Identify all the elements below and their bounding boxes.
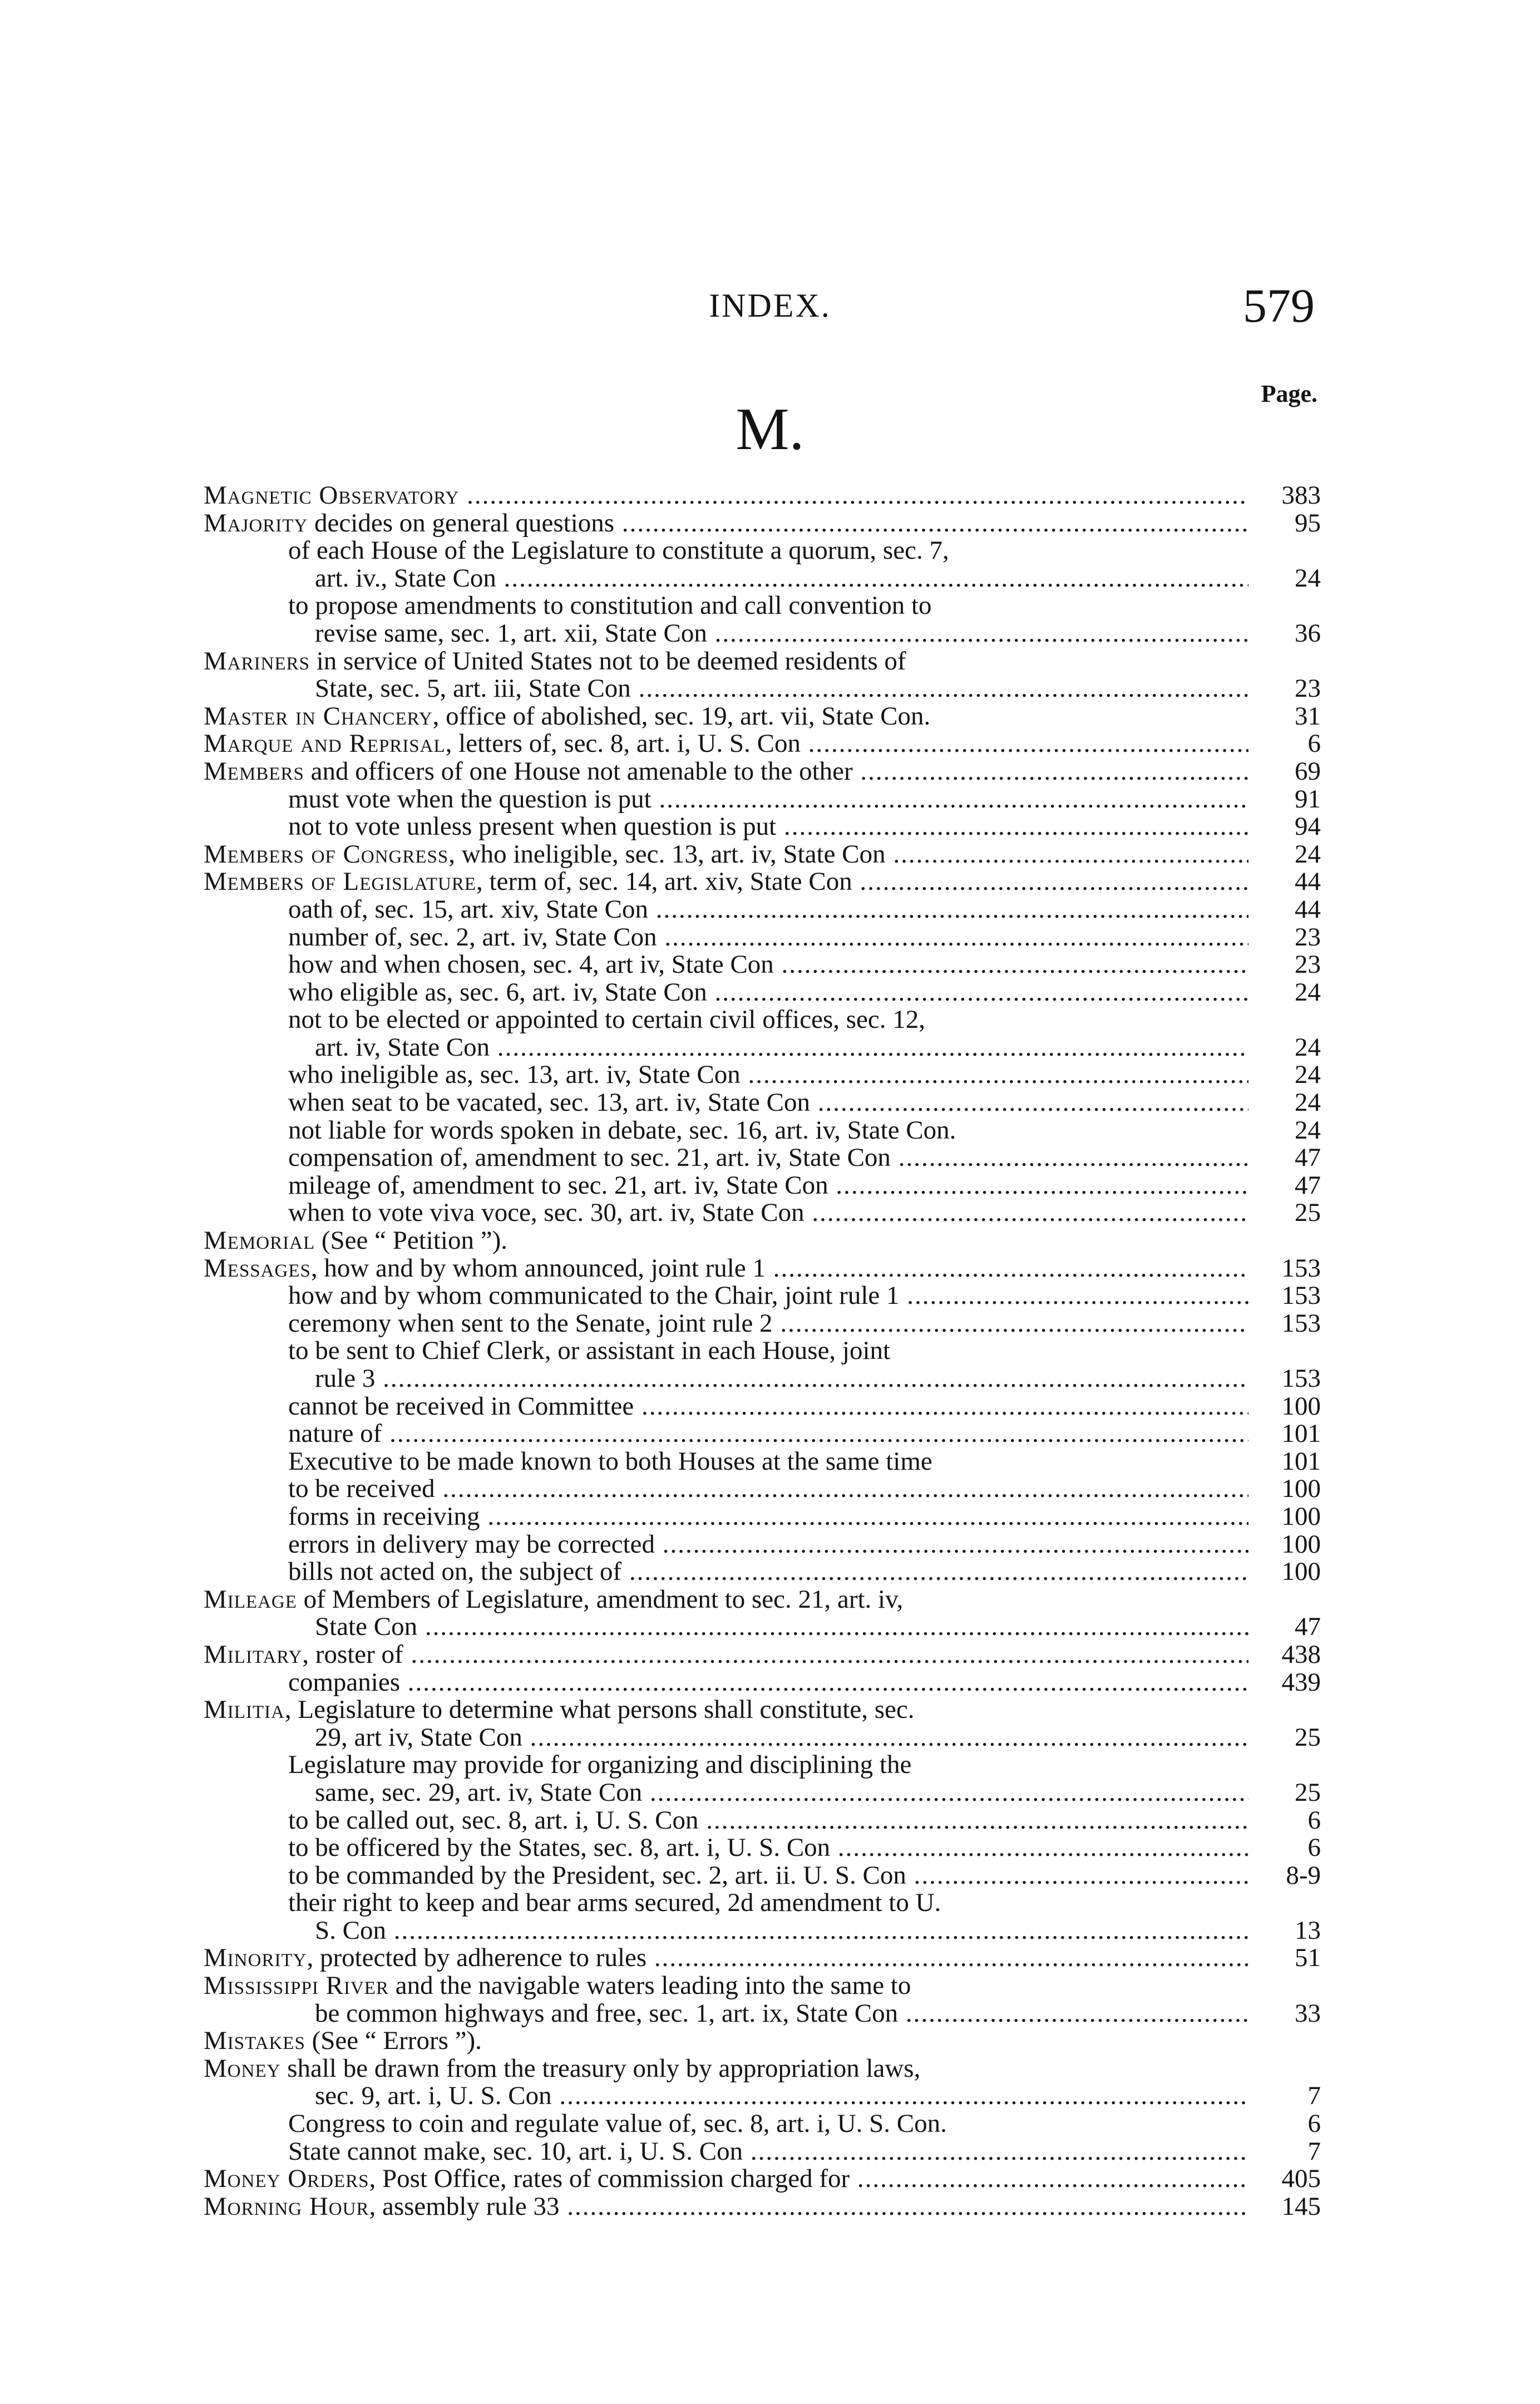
entry-description: sec. 9, art. i, U. S. Con [315, 2082, 552, 2111]
entry-description: to be officered by the States, sec. 8, art. i, U. S. Con [288, 1834, 831, 1862]
entry-text [288, 1337, 1248, 1365]
index-subentry [204, 786, 1321, 814]
entry-text [204, 1227, 1248, 1255]
entry-page-number: 44 [1295, 894, 1321, 924]
entry-text [204, 482, 1248, 510]
index-entry [204, 482, 1321, 510]
index-entry [204, 2165, 1321, 2193]
entry-description: who ineligible as, sec. 13, art. iv, State Con [288, 1061, 741, 1090]
entry-page-number: 100 [1281, 1529, 1321, 1559]
entry-page-number: 101 [1281, 1446, 1321, 1476]
entry-page-number: 31 [1295, 701, 1321, 731]
index-subentry [204, 2138, 1321, 2166]
entry-text [288, 1061, 1248, 1089]
entry-text [315, 1034, 1248, 1062]
entry-description: bills not acted on, the subject of [288, 1558, 622, 1586]
entry-description: , office of abolished, sec. 19, art. vii, State Con. [432, 702, 931, 731]
entry-description: oath of, sec. 15, art. xiv, State Con [288, 895, 648, 924]
entry-text [204, 730, 1248, 758]
index-subentry [204, 1751, 1321, 1779]
entry-description: how and by whom communicated to the Chair, joint rule 1 [288, 1282, 900, 1310]
entry-description: to be commanded by the President, sec. 2, art. ii. U. S. Con [288, 1861, 906, 1890]
index-subentry [204, 675, 1321, 703]
entry-page-number: 44 [1295, 867, 1321, 896]
entry-page-number: 47 [1295, 1612, 1321, 1642]
entry-description: State cannot make, sec. 10, art. i, U. S. Con [288, 2137, 743, 2166]
entry-page-number: 153 [1281, 1308, 1321, 1338]
entry-page-number: 100 [1281, 1474, 1321, 1504]
entry-page-number: 94 [1295, 812, 1321, 841]
index-entries [204, 482, 1321, 2220]
entry-text [288, 1310, 1248, 1338]
entry-description: when seat to be vacated, sec. 13, art. iv, State Con [288, 1089, 810, 1117]
index-subentry [204, 1669, 1321, 1697]
entry-description: companies [288, 1668, 400, 1697]
entry-text [315, 565, 1248, 593]
entry-text [288, 1420, 1248, 1448]
entry-description: , how and by whom announced, joint rule 1 [310, 1254, 766, 1283]
entry-description: (See “ Errors ”). [305, 2027, 482, 2055]
entry-text [204, 1972, 1248, 2000]
index-entry [204, 730, 1321, 758]
entry-description: art. iv, State Con [315, 1033, 490, 1062]
entry-heading: Master in Chancery [204, 702, 433, 731]
index-subentry [204, 1531, 1321, 1559]
entry-description: how and when chosen, sec. 4, art iv, State Con [288, 951, 774, 979]
entry-description: their right to keep and bear arms secured, 2d amendment to U. [288, 1889, 941, 1917]
index-subentry [204, 1006, 1321, 1034]
entry-text [288, 1117, 1248, 1145]
index-entry [204, 1944, 1321, 1972]
entry-heading: Military [204, 1641, 303, 1669]
entry-description: of Members of Legislature, amendment to sec. 21, art. iv, [297, 1585, 904, 1614]
entry-text [204, 1944, 1248, 1972]
entry-page-number: 24 [1295, 1032, 1321, 1062]
entry-description: ceremony when sent to the Senate, joint rule 2 [288, 1309, 773, 1338]
entry-heading: Messages [204, 1254, 311, 1283]
entry-page-number: 24 [1295, 1060, 1321, 1090]
entry-text [204, 1586, 1248, 1614]
index-subentry [204, 620, 1321, 648]
entry-text [288, 1669, 1248, 1697]
index-entry [204, 1696, 1321, 1724]
entry-description: , term of, sec. 14, art. xiv, State Con [476, 868, 852, 896]
index-subentry [204, 1117, 1321, 1145]
entry-text [288, 979, 1248, 1007]
index-subentry [204, 951, 1321, 979]
entry-text [204, 2165, 1248, 2193]
index-entry [204, 1641, 1321, 1669]
entry-heading: Mileage [204, 1585, 297, 1614]
entry-description: mileage of, amendment to sec. 21, art. iv, State Con [288, 1171, 828, 1200]
entry-description: State, sec. 5, art. iii, State Con [315, 675, 631, 703]
index-subentry [204, 592, 1321, 620]
entry-description: rule 3 [315, 1365, 376, 1393]
entry-heading: Minority [204, 1944, 307, 1973]
entry-text [315, 620, 1248, 648]
section-letter: M. [736, 396, 804, 462]
entry-text [204, 648, 1248, 676]
entry-page-number: 7 [1307, 2081, 1321, 2111]
entry-page-number: 36 [1295, 618, 1321, 648]
entry-heading: Money [204, 2055, 281, 2083]
index-subentry [204, 1917, 1321, 1945]
entry-page-number: 6 [1307, 2109, 1321, 2139]
index-entry [204, 1227, 1321, 1255]
index-subentry [204, 924, 1321, 952]
index-subentry [204, 565, 1321, 593]
entry-description: Legislature may provide for organizing and disciplining the [288, 1751, 912, 1779]
entry-text [204, 868, 1248, 896]
entry-page-number: 33 [1295, 1998, 1321, 2028]
index-subentry [204, 2082, 1321, 2110]
index-subentry [204, 1889, 1321, 1917]
entry-page-number: 47 [1295, 1143, 1321, 1173]
index-subentry [204, 2000, 1321, 2028]
index-entry [204, 1255, 1321, 1283]
index-subentry [204, 1779, 1321, 1807]
index-entry [204, 510, 1321, 538]
entry-page-number: 6 [1307, 1833, 1321, 1863]
index-subentry [204, 1448, 1321, 1476]
index-entry [204, 1972, 1321, 2000]
entry-page-number: 13 [1295, 1915, 1321, 1945]
entry-text [288, 813, 1248, 841]
entry-page-number: 23 [1295, 674, 1321, 703]
entry-text [288, 786, 1248, 814]
entry-page-number: 6 [1307, 1805, 1321, 1835]
index-subentry [204, 896, 1321, 924]
entry-text [288, 1172, 1248, 1200]
entry-description: to be received [288, 1475, 435, 1503]
index-subentry [204, 1199, 1321, 1227]
index-subentry [204, 1475, 1321, 1503]
entry-text [288, 1889, 1248, 1917]
entry-text [288, 1503, 1248, 1531]
entry-heading: Morning Hour [204, 2193, 369, 2221]
index-subentry [204, 1420, 1321, 1448]
index-subentry [204, 1337, 1321, 1365]
entry-description: Congress to coin and regulate value of, sec. 8, art. i, U. S. Con. [288, 2110, 947, 2138]
entry-text [204, 2027, 1248, 2055]
entry-description: in service of United States not to be deemed residents of [309, 647, 906, 676]
entry-page-number: 439 [1281, 1667, 1321, 1697]
entry-page-number: 25 [1295, 1722, 1321, 1752]
entry-page-number: 153 [1281, 1364, 1321, 1393]
entry-text [315, 1365, 1248, 1393]
entry-description: same, sec. 29, art. iv, State Con [315, 1779, 643, 1807]
entry-text [288, 924, 1248, 952]
entry-heading: Members of Congress [204, 840, 449, 869]
entry-description: Executive to be made known to both Houses at the same time [288, 1447, 932, 1476]
entry-text [288, 1807, 1248, 1835]
entry-heading: Money Orders [204, 2165, 369, 2193]
entry-description: cannot be received in Committee [288, 1392, 634, 1421]
entry-heading: Members of Legislature [204, 868, 477, 896]
entry-text [288, 1448, 1248, 1476]
entry-text [288, 2138, 1248, 2166]
entry-description: , protected by adherence to rules [307, 1944, 647, 1973]
entry-description: art. iv., State Con [315, 564, 496, 593]
entry-page-number: 383 [1281, 481, 1321, 510]
entry-page-number: 6 [1307, 729, 1321, 758]
entry-page-number: 51 [1295, 1943, 1321, 1973]
entry-page-number: 24 [1295, 839, 1321, 869]
entry-text [288, 1862, 1248, 1890]
index-subentry [204, 813, 1321, 841]
entry-description: who eligible as, sec. 6, art. iv, State Con [288, 978, 707, 1007]
entry-page-number: 25 [1295, 1777, 1321, 1807]
entry-text [204, 2055, 1248, 2083]
entry-description: and officers of one House not amenable to the other [304, 757, 853, 786]
entry-description: number of, sec. 2, art. iv, State Con [288, 923, 657, 952]
index-entry [204, 2027, 1321, 2055]
entry-page-number: 145 [1281, 2191, 1321, 2221]
entry-description: must vote when the question is put [288, 785, 651, 814]
entry-page-number: 153 [1281, 1253, 1321, 1283]
index-subentry [204, 1172, 1321, 1200]
entry-description: not to vote unless present when question is put [288, 813, 777, 841]
entry-text [288, 896, 1248, 924]
index-subentry [204, 1862, 1321, 1890]
entry-description: forms in receiving [288, 1502, 480, 1531]
entry-text [288, 1751, 1248, 1779]
entry-description: to be called out, sec. 8, art. i, U. S. Con [288, 1806, 699, 1835]
entry-description: shall be drawn from the treasury only by appropriation laws, [280, 2055, 921, 2083]
entry-heading: Mariners [204, 647, 310, 676]
entry-description: to propose amendments to constitution and call convention to [288, 592, 932, 620]
running-title: INDEX. [709, 287, 831, 324]
entry-description: , who ineligible, sec. 13, art. iv, State Con [448, 840, 886, 869]
entry-text [204, 758, 1248, 786]
index-subentry [204, 1144, 1321, 1172]
entry-heading: Members [204, 757, 304, 786]
index-subentry [204, 1503, 1321, 1531]
entry-page-number: 100 [1281, 1557, 1321, 1587]
page-number: 579 [1243, 279, 1315, 332]
entry-description: be common highways and free, sec. 1, art. ix, State Con [315, 1999, 899, 2028]
entry-description: to be sent to Chief Clerk, or assistant in each House, joint [288, 1337, 891, 1365]
entry-text [204, 2193, 1248, 2221]
entry-heading: Magnetic Observatory [204, 482, 460, 510]
entry-text [204, 703, 1248, 731]
entry-description: , assembly rule 33 [369, 2193, 560, 2221]
entry-page-number: 23 [1295, 922, 1321, 952]
index-subentry [204, 1558, 1321, 1586]
entry-page-number: 24 [1295, 563, 1321, 593]
entry-page-number: 69 [1295, 756, 1321, 786]
entry-page-number: 100 [1281, 1501, 1321, 1531]
entry-text [315, 2000, 1248, 2028]
page-column-label: Page. [1261, 380, 1317, 407]
entry-page-number: 47 [1295, 1170, 1321, 1200]
entry-description: compensation of, amendment to sec. 21, art. iv, State Con [288, 1144, 891, 1172]
entry-description: (See “ Petition ”). [315, 1227, 507, 1255]
running-head [0, 279, 1540, 337]
entry-text [204, 841, 1248, 869]
index-entry [204, 868, 1321, 896]
entry-text [288, 592, 1248, 620]
entry-description: nature of [288, 1420, 382, 1448]
entry-text [315, 1779, 1248, 1807]
entry-description: not to be elected or appointed to certain civil offices, sec. 12, [288, 1006, 926, 1034]
entry-text [315, 675, 1248, 703]
entry-page-number: 7 [1307, 2136, 1321, 2166]
entry-page-number: 24 [1295, 1088, 1321, 1117]
entry-text [288, 1006, 1248, 1034]
index-entry [204, 758, 1321, 786]
index-subentry [204, 1061, 1321, 1089]
index-subentry [204, 1613, 1321, 1641]
entry-text [315, 1917, 1248, 1945]
index-subentry [204, 1034, 1321, 1062]
entry-text [288, 1834, 1248, 1862]
index-subentry [204, 1089, 1321, 1117]
entry-heading: Mississippi River [204, 1972, 389, 2000]
index-subentry [204, 979, 1321, 1007]
entry-page-number: 153 [1281, 1281, 1321, 1311]
entry-text [288, 1144, 1248, 1172]
entry-page-number: 24 [1295, 1115, 1321, 1145]
entry-page-number: 24 [1295, 977, 1321, 1007]
entry-text [315, 1613, 1248, 1641]
index-entry [204, 703, 1321, 731]
entry-heading: Memorial [204, 1227, 315, 1255]
entry-description: errors in delivery may be corrected [288, 1530, 655, 1559]
entry-description: of each House of the Legislature to constitute a quorum, sec. 7, [288, 537, 949, 565]
entry-text [288, 1475, 1248, 1503]
index-subentry [204, 1724, 1321, 1752]
entry-page-number: 438 [1281, 1639, 1321, 1669]
entry-description: S. Con [315, 1917, 386, 1945]
entry-heading: Marque and Reprisal [204, 730, 446, 758]
entry-text [315, 1724, 1248, 1752]
index-subentry [204, 1365, 1321, 1393]
entry-description: , letters of, sec. 8, art. i, U. S. Con [445, 730, 801, 758]
entry-text [288, 2110, 1248, 2138]
entry-text [204, 1696, 1248, 1724]
entry-description: and the navigable waters leading into the same to [388, 1972, 911, 2000]
entry-heading: Majority [204, 509, 308, 538]
entry-text [315, 2082, 1248, 2110]
entry-page-number: 8-9 [1286, 1860, 1321, 1890]
entry-description: State Con [315, 1613, 418, 1641]
index-entry [204, 2193, 1321, 2221]
entry-description: , Legislature to determine what persons shall constitute, sec. [284, 1696, 915, 1724]
index-subentry [204, 2110, 1321, 2138]
entry-text [288, 1558, 1248, 1586]
index-entry [204, 841, 1321, 869]
entry-description: not liable for words spoken in debate, sec. 16, art. iv, State Con. [288, 1116, 956, 1145]
entry-text [288, 1199, 1248, 1227]
entry-page-number: 91 [1295, 784, 1321, 814]
entry-text [288, 1531, 1248, 1559]
entry-text [288, 1393, 1248, 1421]
entry-page-number: 101 [1281, 1419, 1321, 1449]
entry-text [288, 1282, 1248, 1310]
index-entry [204, 1586, 1321, 1614]
entry-text [204, 510, 1248, 538]
entry-description: when to vote viva voce, sec. 30, art. iv, State Con [288, 1199, 804, 1228]
entry-text [288, 1089, 1248, 1117]
index-entry [204, 2055, 1321, 2083]
entry-heading: Mistakes [204, 2027, 305, 2055]
entry-page-number: 23 [1295, 950, 1321, 979]
entry-description: , Post Office, rates of commission charged for [369, 2165, 850, 2193]
entry-text [288, 951, 1248, 979]
entry-heading: Militia [204, 1696, 285, 1724]
entry-page-number: 25 [1295, 1198, 1321, 1228]
entry-text [204, 1641, 1248, 1669]
entry-description: , roster of [302, 1641, 403, 1669]
entry-description: decides on general questions [308, 509, 615, 538]
entry-text [288, 537, 1248, 565]
index-subentry [204, 1807, 1321, 1835]
index-entry [204, 648, 1321, 676]
index-subentry [204, 1310, 1321, 1338]
entry-description: revise same, sec. 1, art. xii, State Con [315, 619, 707, 648]
index-subentry [204, 1834, 1321, 1862]
index-subentry [204, 537, 1321, 565]
index-subentry [204, 1393, 1321, 1421]
entry-page-number: 95 [1295, 508, 1321, 538]
index-subentry [204, 1282, 1321, 1310]
entry-description: 29, art iv, State Con [315, 1723, 522, 1752]
entry-page-number: 100 [1281, 1391, 1321, 1421]
entry-text [204, 1255, 1248, 1283]
entry-page-number: 405 [1281, 2164, 1321, 2194]
